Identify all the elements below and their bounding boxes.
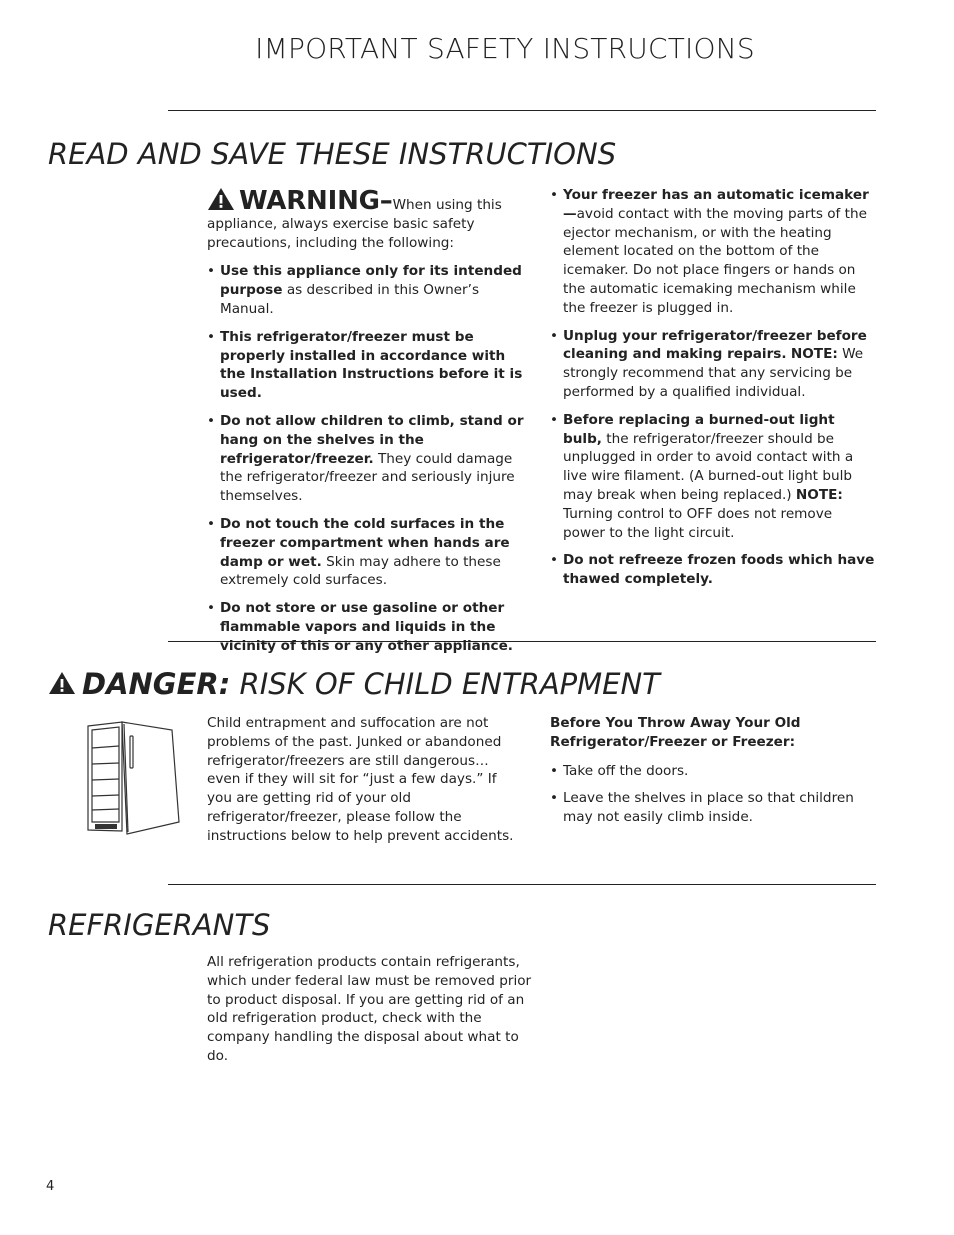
danger-heading (48, 667, 660, 701)
danger-body: Child entrapment and suffocation are not problems of the past. Junked or abandoned refrigerator/freezers are still dangerous…even if they will sit for “just a few days.” If you are getting rid of your old refrigerator/freezer, please follow the instructions below to help prevent accidents. (207, 715, 514, 844)
warning-list-left (207, 262, 529, 655)
warning-column (207, 187, 529, 665)
disposal-column (550, 714, 876, 836)
page-header: IMPORTANT SAFETY INSTRUCTIONS (255, 32, 755, 65)
warning-intro-text: When using this appliance, always exercise basic safety precautions, including the following: (207, 197, 502, 251)
warning-list-right (550, 186, 876, 589)
warning-column-right (550, 186, 876, 598)
list-item: • Do not touch the cold surfaces in the freezer compartment when hands are damp or wet. Skin may adhere to these extremely cold surfaces. (207, 515, 529, 590)
refrigerants-body: All refrigeration products contain refrigerants, which under federal law must be removed prior to product disposal. If you are getting rid of an old refrigeration product, check with the company handling the disposal about what to do. (207, 954, 532, 1064)
divider (168, 110, 876, 111)
disposal-heading: Before You Throw Away Your Old Refrigerator/Freezer or Freezer: (550, 715, 801, 750)
list-item: • Before replacing a burned-out light bulb, the refrigerator/freezer should be unplugged in order to avoid contact with a live wire filament. (A burned-out light bulb may break when being replaced.) NOTE: Turning control to OFF does not remove power to the light circuit. (550, 411, 876, 543)
list-item: • This refrigerator/freezer must be properly installed in accordance with the Installation Instructions before it is used. (207, 328, 529, 403)
refrigerants-heading: REFRIGERANTS (48, 908, 271, 942)
warning-label: WARNING– (239, 186, 393, 216)
warning-triangle-icon (207, 187, 235, 211)
warning-intro (207, 187, 529, 252)
danger-title: RISK OF CHILD ENTRAPMENT (230, 667, 660, 701)
list-item: • Take off the doors. (550, 762, 876, 781)
divider (168, 884, 876, 885)
read-save-heading: READ AND SAVE THESE INSTRUCTIONS (48, 137, 617, 171)
disposal-list (550, 762, 876, 827)
refrigerator-illustration (82, 718, 184, 838)
divider (168, 641, 876, 642)
danger-label: DANGER: (82, 667, 231, 701)
list-item: • Use this appliance only for its intended purpose as described in this Owner’s Manual. (207, 262, 529, 318)
list-item: • Do not allow children to climb, stand or hang on the shelves in the refrigerator/freezer. They could damage the refrigerator/freezer and seriously injure themselves. (207, 412, 529, 506)
list-item: • Do not store or use gasoline or other flammable vapors and liquids in the vicinity of this or any other appliance. (207, 599, 529, 655)
warning-triangle-icon (48, 671, 76, 695)
list-item: • Unplug your refrigerator/freezer before cleaning and making repairs. NOTE: We strongly recommend that any servicing be performed by a qualified individual. (550, 327, 876, 402)
list-item: • Your freezer has an automatic icemaker—avoid contact with the moving parts of the ejector mechanism, or with the heating element located on the bottom of the icemaker. Do not place fingers or hands on the automatic icemaking mechanism while the freezer is plugged in. (550, 186, 876, 318)
page-number: 4 (46, 1179, 55, 1194)
list-item: • Do not refreeze frozen foods which have thawed completely. (550, 551, 876, 589)
list-item: • Leave the shelves in place so that children may not easily climb inside. (550, 789, 876, 827)
